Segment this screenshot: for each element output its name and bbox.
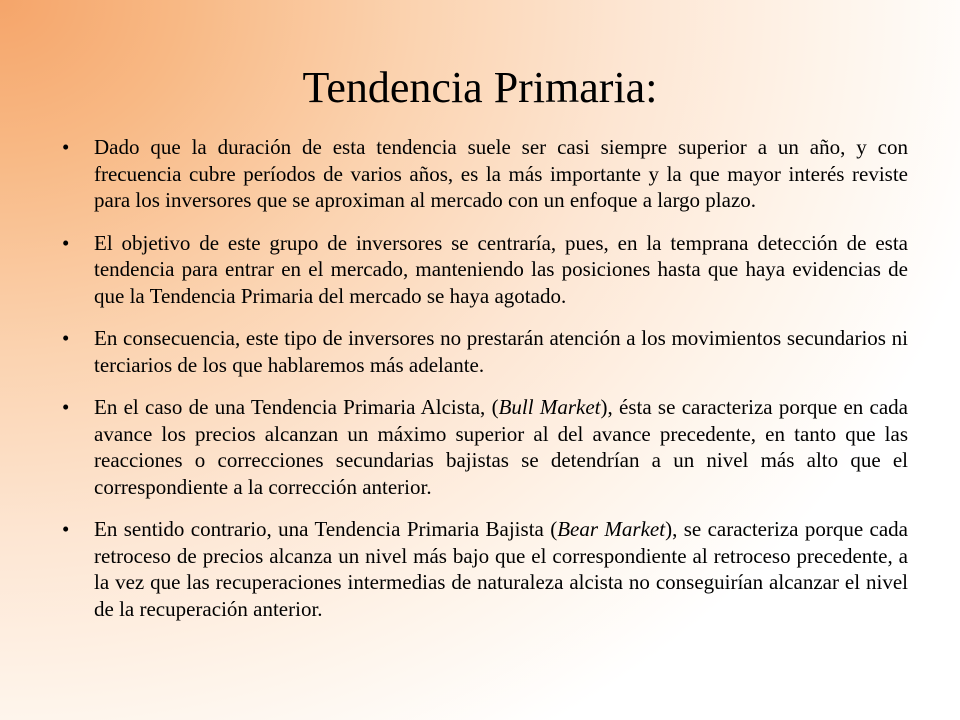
bullet-marker-icon: • <box>62 230 70 255</box>
bullet-text-before: En el caso de una Tendencia Primaria Alcista, ( <box>94 395 499 419</box>
bullet-text: En consecuencia, este tipo de inversores no prestarán atención a los movimientos secundarios ni terciarios de los que hablaremos más adelante. <box>94 326 908 377</box>
bullet-list <box>60 134 908 638</box>
bullet-item-alcista <box>60 394 908 500</box>
bullet-item-bajista <box>60 516 908 622</box>
bullet-item-duracion <box>60 134 908 214</box>
bullet-text: Dado que la duración de esta tendencia suele ser casi siempre superior a un año, y con frecuencia cubre períodos de varios años, es la más importante y la que mayor interés reviste para los inversores que se aproximan al mercado con un enfoque a largo plazo. <box>94 135 908 212</box>
bullet-marker-icon: • <box>62 395 70 419</box>
bullet-marker-icon: • <box>62 517 70 541</box>
bear-market-term: Bear Market <box>557 517 666 541</box>
slide-title: Tendencia Primaria: <box>302 63 658 112</box>
bullet-text-after: ), ésta se caracteriza porque en cada avance los precios alcanzan un máximo superior al del avance precedente, en tanto que las reacciones o correcciones secundarias bajistas se detendrían a un nivel más alto que el correspondiente a la corrección anterior. <box>94 395 909 499</box>
bullet-marker-icon: • <box>62 326 70 350</box>
bull-market-term: Bull Market <box>498 395 601 419</box>
bullet-item-objetivo <box>60 230 908 310</box>
bullet-marker-icon: • <box>62 135 70 159</box>
bullet-text: El objetivo de este grupo de inversores se centraría, pues, en la temprana detección de esta tendencia para entrar en el mercado, manteniendo las posiciones hasta que haya evidencias de que la Tendencia Primaria del mercado se haya agotado. <box>94 230 908 308</box>
bullet-text-after: ), se caracteriza porque cada retroceso de precios alcanza un nivel más bajo que el correspondiente al retroceso precedente, a la vez que las recuperaciones intermedias de naturaleza alcista no conseguirían alcanzar el nivel de la recuperación anterior. <box>94 517 908 621</box>
bullet-text-before: En sentido contrario, una Tendencia Primaria Bajista ( <box>94 517 558 541</box>
bullet-item-consecuencia <box>60 325 908 378</box>
